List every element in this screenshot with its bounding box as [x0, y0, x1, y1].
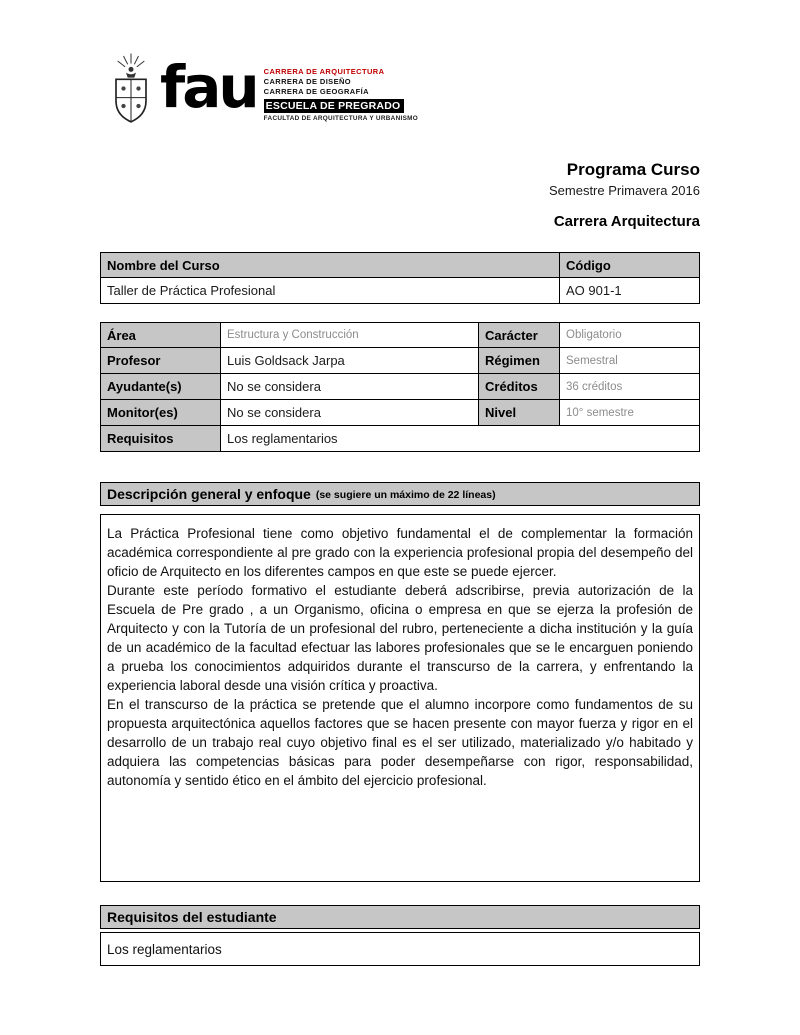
- course-name-table: [100, 252, 700, 304]
- student-requirements-header: [100, 905, 700, 929]
- table-row: [100, 374, 700, 400]
- area-value: Estructura y Construcción: [221, 322, 479, 348]
- creditos-value: 36 créditos: [560, 374, 700, 400]
- profesor-label: Profesor: [100, 348, 221, 374]
- career-title: Carrera Arquitectura: [553, 213, 700, 230]
- requisitos-value: Los reglamentarios: [221, 426, 700, 452]
- course-details-table: [100, 322, 700, 452]
- regimen-value: Semestral: [560, 348, 700, 374]
- career-arquitectura-line: CARRERA DE ARQUITECTURA: [263, 67, 385, 76]
- semester-subtitle: Semestre Primavera 2016: [548, 183, 700, 198]
- ayudantes-value: No se considera: [221, 374, 479, 400]
- fau-wordmark: fau: [160, 53, 257, 121]
- regimen-label: Régimen: [479, 348, 560, 374]
- table-row: [100, 426, 700, 452]
- description-paragraph: En el transcurso de la práctica se pretende que el alumno incorpore como fundamentos de su propuesta arquitectónica aquellos factores que se hacen presente con mayor fuerza y rigor en el desarrollo de un trabajo real cuyo objetivo final es el ser utilizado, materializado y/o habitado y adquiera las competencias básicas para poder desempeñarse con rigor, responsabilidad, autonomía y sentido ético en el ámbito del ejercicio profesional.: [107, 697, 693, 789]
- caracter-label: Carácter: [479, 322, 560, 348]
- fau-logo: [106, 50, 418, 130]
- table-row: [100, 348, 700, 374]
- description-section-title: Descripción general y enfoque: [107, 486, 311, 502]
- profesor-value: Luis Goldsack Jarpa: [221, 348, 479, 374]
- student-requirements-title: Requisitos del estudiante: [107, 909, 277, 925]
- course-table-value-row: [100, 278, 700, 304]
- career-geografia-line: CARRERA DE GEOGRAFÍA: [263, 86, 369, 96]
- course-code-value: AO 901-1: [560, 278, 700, 304]
- description-section-header: [100, 482, 700, 506]
- page-title: Programa Curso: [566, 160, 700, 179]
- description-paragraph: Durante este período formativo el estudiante deberá adscribirse, previa autorización de la Escuela de Pre grado , a un Organismo, oficina o empresa en que se ejerza la profesión de Arquitecto y con la Tutoría de un profesional del rubro, perteneciente a dicha institución y la guía de un académico de la facultad efectuar las labores profesionales que se le encarguen poniendo a prueba los conocimientos adquiridos durante el transcurso de la carrera, y enfrentando la experiencia laboral desde una visión crítica y proactiva.: [107, 583, 693, 694]
- monitores-value: No se considera: [221, 400, 479, 426]
- course-name-header: Nombre del Curso: [100, 252, 560, 278]
- escuela-pregrado-banner: ESCUELA DE PREGRADO: [264, 99, 405, 113]
- description-text-box: [100, 514, 700, 882]
- table-row: [100, 322, 700, 348]
- course-code-header: Código: [560, 252, 700, 278]
- logo-text-block: [264, 67, 418, 122]
- faculty-line: FACULTAD DE ARQUITECTURA Y URBANISMO: [263, 115, 419, 123]
- course-table-header-row: [100, 252, 700, 278]
- student-requirements-value: Los reglamentarios: [100, 932, 700, 966]
- nivel-value: 10° semestre: [560, 400, 700, 426]
- nivel-label: Nivel: [479, 400, 560, 426]
- ayudantes-label: Ayudante(s): [100, 374, 221, 400]
- requisitos-label: Requisitos: [100, 426, 221, 452]
- career-diseno-line: CARRERA DE DISEÑO: [263, 76, 352, 86]
- document-header: [549, 160, 700, 230]
- university-crest-icon: [106, 52, 156, 130]
- course-name-value: Taller de Práctica Profesional: [100, 278, 560, 304]
- caracter-value: Obligatorio: [560, 322, 700, 348]
- creditos-label: Créditos: [479, 374, 560, 400]
- monitores-label: Monitor(es): [100, 400, 221, 426]
- area-label: Área: [100, 322, 221, 348]
- table-row: [100, 400, 700, 426]
- description-paragraph: La Práctica Profesional tiene como objetivo fundamental el de complementar la formación académica correspondiente al pre grado con la experiencia profesional propia del desempeño del oficio de Arquitecto en los diferentes campos en que este se puede ejercer.: [107, 526, 693, 580]
- description-section-hint: (se sugiere un máximo de 22 líneas): [315, 489, 496, 501]
